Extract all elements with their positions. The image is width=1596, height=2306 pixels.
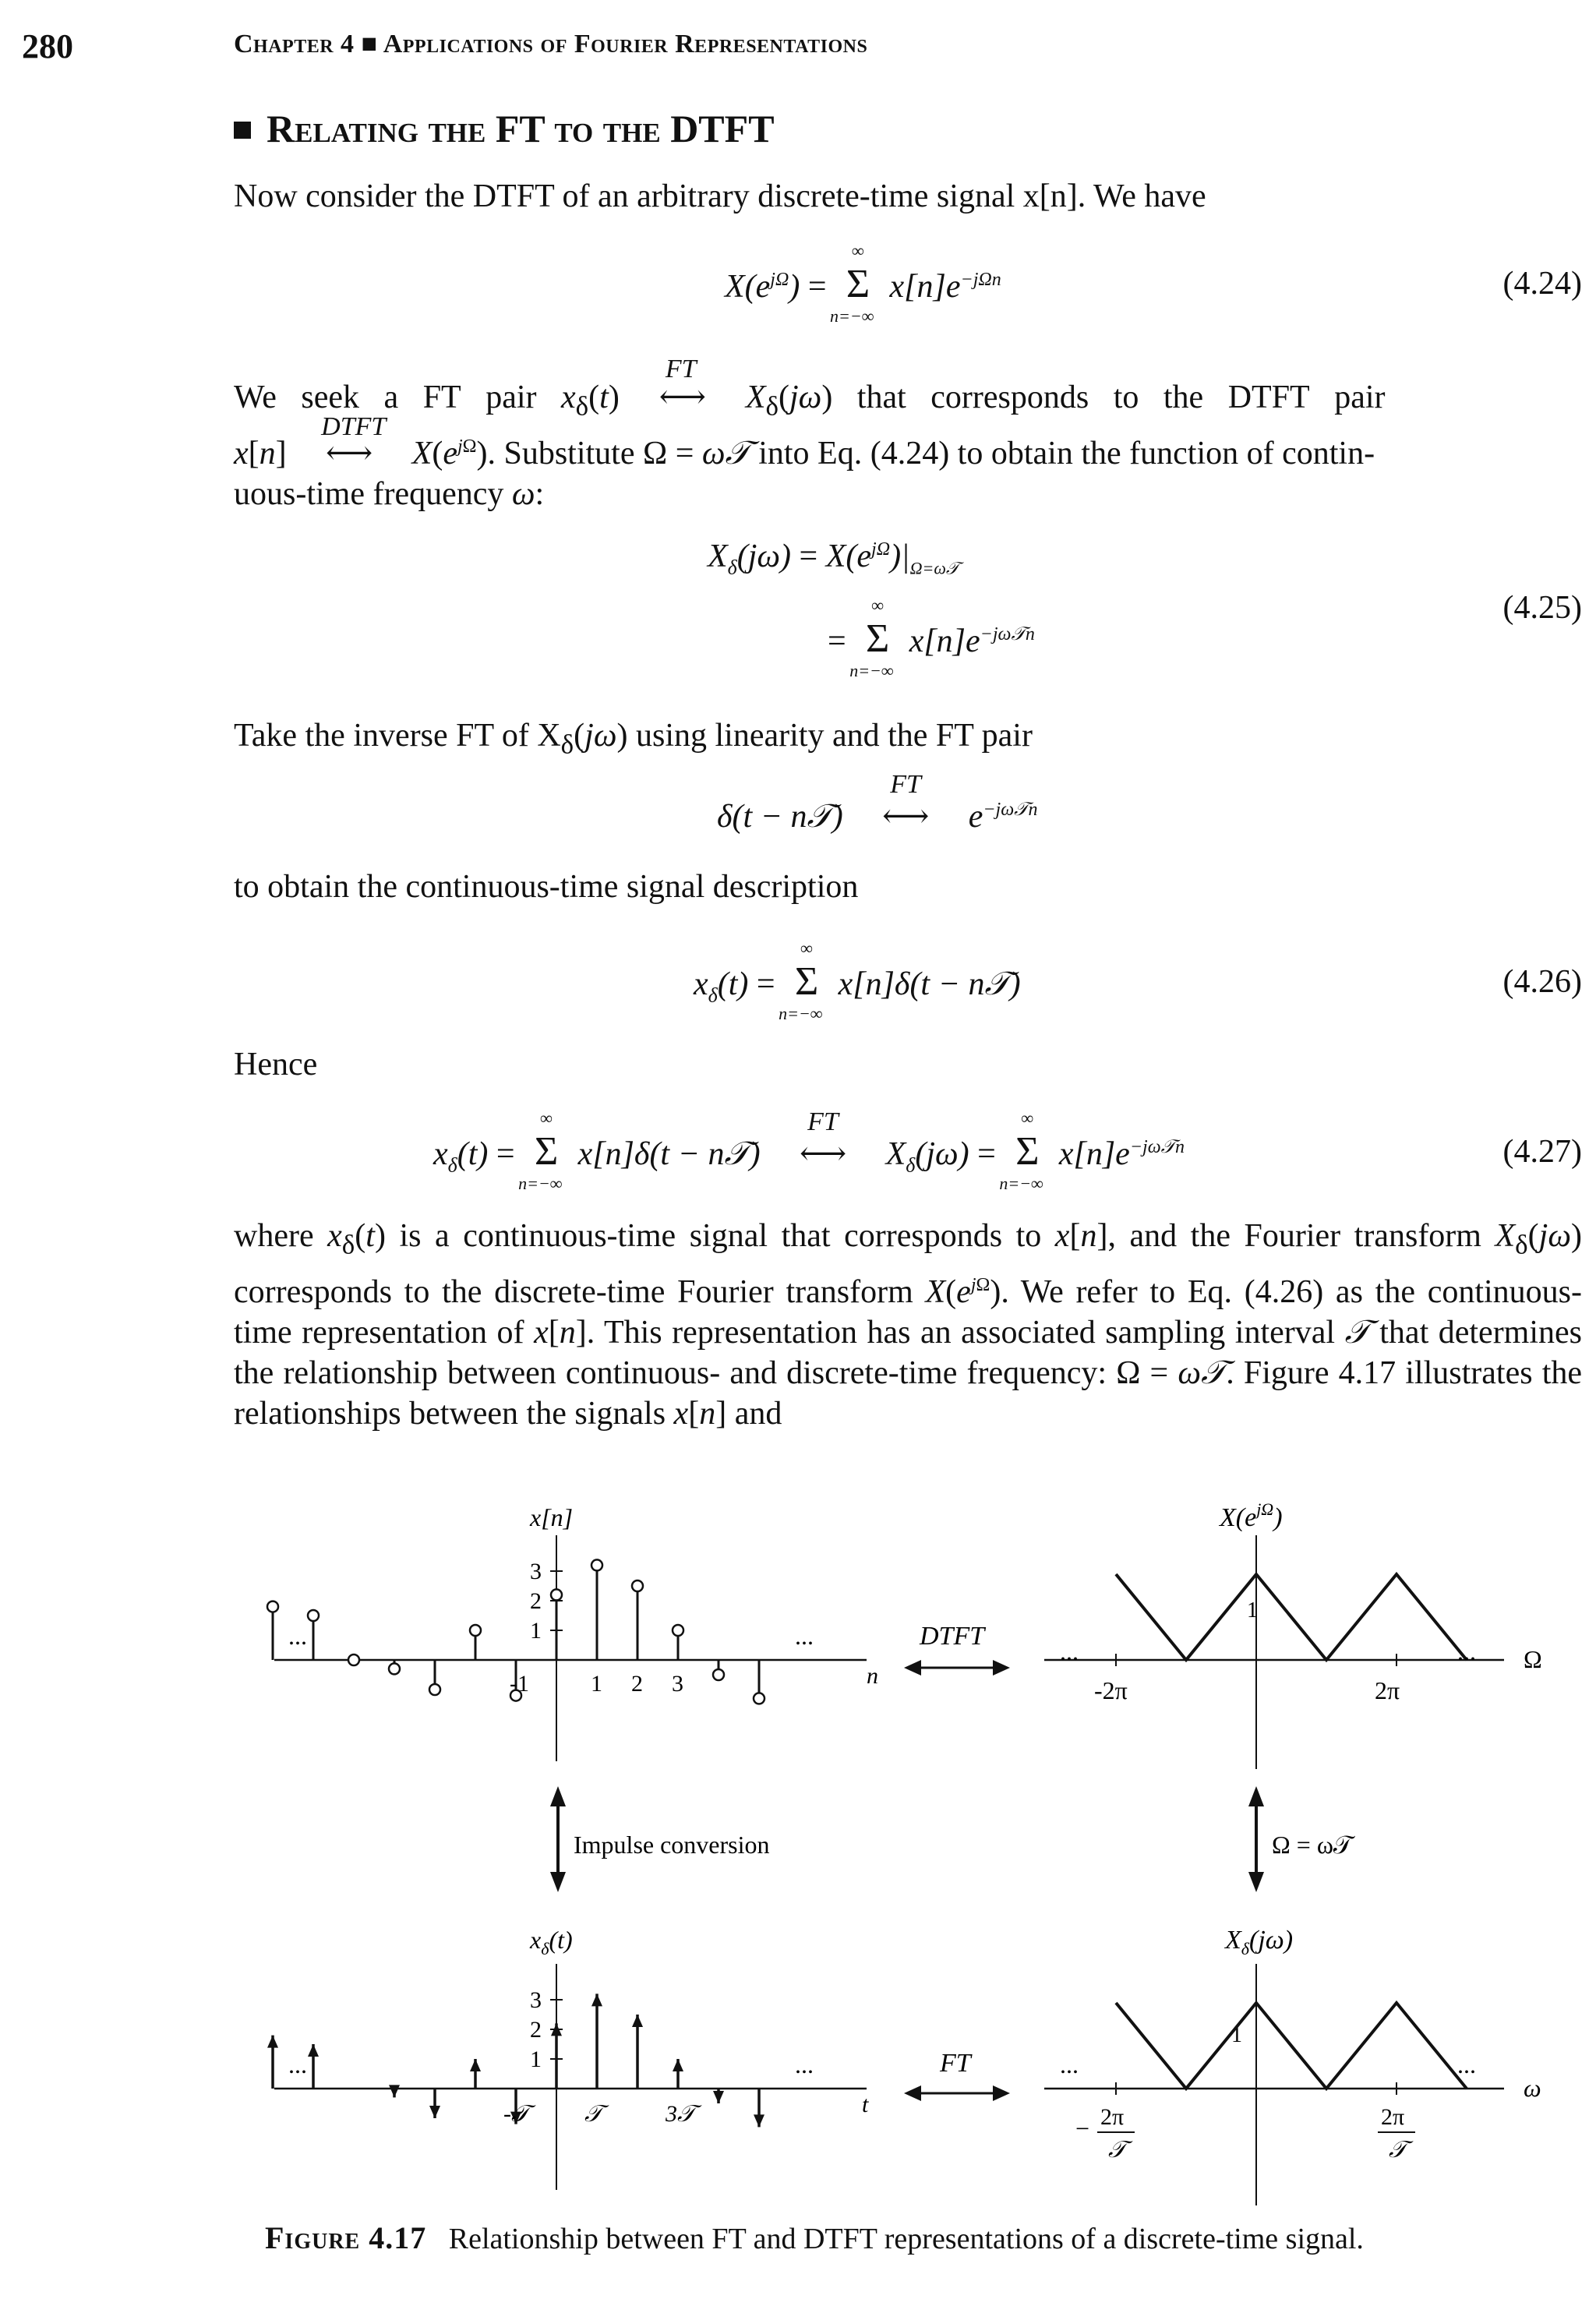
x-n-stem-head <box>470 1625 481 1636</box>
x-delta-impulse-head <box>591 1993 602 2006</box>
x-delta-xtick-label: 3𝒯 <box>666 2101 695 2127</box>
bullet-square-icon <box>234 122 251 139</box>
figure-caption <box>265 2219 1364 2256</box>
eq-number-4-24: (4.24) <box>1502 266 1582 302</box>
x-delta-xtick-label: -𝒯 <box>503 2101 529 2127</box>
dtft-triangle-wave <box>1116 1574 1467 1660</box>
x-delta-impulse-head <box>754 2114 764 2127</box>
ft-xtick-num: 2π <box>1100 2104 1125 2130</box>
eq-number-4-27: (4.27) <box>1502 1134 1582 1170</box>
x-n-stem-head <box>713 1669 724 1680</box>
x-delta-ellipsis-left: ... <box>288 2050 307 2078</box>
caption-text: Relationship between FT and DTFT representations of a discrete-time signal. <box>448 2223 1364 2255</box>
panel-ft <box>1044 1926 1541 2205</box>
x-n-stem-head <box>551 1589 562 1600</box>
dtft-xtick-label: 2π <box>1375 1676 1400 1704</box>
dtft-arrow-label: DTFT <box>920 1622 985 1651</box>
equation-4-25-line1: $X_\delta(j\omega) = X(e^{j\Omega})|_{\Omega=\omega 𝒯}$ <box>708 539 959 579</box>
x-delta-impulse-head <box>632 2015 643 2027</box>
x-n-xtick-label: -1 <box>510 1671 529 1697</box>
x-delta-impulse-head <box>470 2059 481 2071</box>
section-title <box>234 106 775 151</box>
impulse-conversion-arrow <box>550 1786 770 1892</box>
ft-axis-label: ω <box>1524 2074 1541 2102</box>
dtft-axis-label: Ω <box>1524 1645 1542 1673</box>
x-delta-ellipsis-right: ... <box>795 2050 814 2078</box>
x-n-ytick-label: 3 <box>530 1559 542 1584</box>
x-delta-impulse-head <box>267 2036 278 2048</box>
paragraph-2: We seek a FT pair $x_\delta(t)$ FT ⟷ $X_\delta(j\omega)$ that corresponds to the DTFT pair x[n] DTFT ⟷ $X(e^{j\Omega})$. Substitute Ω = ω𝒯 into Eq. (4.24) to obtain the function of contin- uous-time frequency ω: <box>234 355 1386 513</box>
x-delta-title: $x_\delta(t)$ <box>530 1926 573 1958</box>
x-delta-axis-label: t <box>862 2092 869 2117</box>
x-n-xtick-label: 3 <box>672 1671 683 1697</box>
x-n-stem-head <box>308 1610 319 1621</box>
eq-number-4-25: (4.25) <box>1502 590 1582 626</box>
equation-4-25-line2: = Σ ∞ n=−∞ $x[n]e^{-j\omega 𝒯n}$ <box>828 595 1035 680</box>
x-n-ytick-label: 2 <box>530 1588 542 1614</box>
impulse-conversion-label: Impulse conversion <box>574 1831 770 1859</box>
x-n-stem-head <box>632 1580 643 1591</box>
paragraph-4: to obtain the continuous-time signal description <box>234 869 859 905</box>
equation-4-24: $X(e^{j\Omega}) = \Sigma$ ∞ n=−∞ $x[n]e^{-j\Omega n}$ <box>725 241 1001 326</box>
running-head: Chapter 4 ■ Applications of Fourier Representations <box>234 30 868 58</box>
x-n-title: x[n] <box>530 1503 574 1531</box>
ft-triangle-wave <box>1116 2003 1467 2089</box>
ft-xtick-den: 𝒯 <box>1389 2137 1407 2163</box>
page-number: 280 <box>22 27 73 65</box>
ft-xtick-minus: − <box>1075 2114 1090 2142</box>
equation-delta-pair: δ(t − n𝒯) FT ⟷ $e^{-j\omega 𝒯n}$ <box>717 770 1038 835</box>
paragraph-6: where $x_\delta(t)$ is a continuous-time signal that corresponds to x[n], and the Fourier transform $X_\delta(j\omega)$ corresponds to the discrete-time Fourier transform $X(e^{j\Omega})$. We refer to Eq. (4.26) as the continuous-time representation of x[n]. This representation has an associated sampling interval 𝒯 that determines the relationship between continuous- and discrete-time frequency: Ω = ω𝒯. Figure 4.17 illustrates the relationships between the signals x[n] and <box>234 1218 1583 1432</box>
panel-x-delta <box>267 1926 869 2190</box>
section-title-text: Relating the FT to the DTFT <box>267 107 775 150</box>
paragraph-5: Hence <box>234 1047 318 1082</box>
x-n-stem-head <box>348 1654 359 1665</box>
ft-ellipsis-left: ... <box>1060 2050 1079 2078</box>
x-n-stem-head <box>673 1625 683 1636</box>
x-n-stem-head <box>429 1684 440 1695</box>
x-delta-impulse-head <box>308 2044 319 2057</box>
panel-dtft <box>1044 1499 1542 1769</box>
x-n-stem-head <box>754 1693 764 1704</box>
paragraph-3: Take the inverse FT of $X_\delta(j\omega)$ using linearity and the FT pair <box>234 718 1033 760</box>
ft-arrow-label: FT <box>940 2049 971 2078</box>
x-delta-impulse-head <box>429 2106 440 2118</box>
ft-xtick-num: 2π <box>1381 2104 1405 2130</box>
ft-peak-label: 1 <box>1231 2023 1242 2047</box>
omega-arrow <box>1248 1786 1356 1892</box>
x-delta-impulse-head <box>673 2059 683 2071</box>
ft-title: $X_\delta(j\omega)$ <box>1225 1926 1294 1958</box>
dtft-arrow <box>904 1622 1010 1676</box>
ft-arrow <box>904 2049 1010 2101</box>
equation-4-27: $x_\delta(t) = \Sigma$ ∞ n=−∞ x[n]δ(t − n𝒯) FT ⟷ $X_\delta(j\omega) = \Sigma$ ∞ n=−∞ $x[n]e^{-j\omega 𝒯n}$ <box>433 1107 1185 1193</box>
x-delta-ytick-label: 3 <box>530 1987 542 2013</box>
x-delta-ytick-label: 2 <box>530 2017 542 2043</box>
ft-ellipsis-right: ... <box>1457 2050 1476 2078</box>
x-delta-ytick-label: 1 <box>530 2046 542 2072</box>
x-n-stem-head <box>389 1663 400 1674</box>
ft-xtick-den: 𝒯 <box>1108 2137 1126 2163</box>
x-n-axis-label: n <box>867 1663 878 1689</box>
x-n-xtick-label: 2 <box>631 1671 643 1697</box>
caption-label: Figure 4.17 <box>265 2220 427 2255</box>
panel-x-n <box>267 1503 878 1761</box>
x-delta-impulse-head <box>713 2091 724 2103</box>
dtft-peak-label: 1 <box>1247 1598 1258 1623</box>
x-delta-xtick-label: 𝒯 <box>584 2101 602 2127</box>
x-n-stem-head <box>267 1601 278 1612</box>
eq-number-4-26: (4.26) <box>1502 964 1582 1000</box>
paragraph-1: Now consider the DTFT of an arbitrary discrete-time signal x[n]. We have <box>234 178 1206 214</box>
x-n-xtick-label: 1 <box>591 1671 602 1697</box>
x-delta-impulse-head <box>389 2085 400 2097</box>
dtft-ellipsis-left: ... <box>1060 1637 1079 1665</box>
x-n-ellipsis-right: ... <box>795 1622 814 1650</box>
dtft-title: $X(e^{j\Omega})$ <box>1220 1499 1283 1532</box>
dtft-ellipsis-right: ... <box>1457 1637 1476 1665</box>
x-n-ellipsis-left: ... <box>288 1622 307 1650</box>
x-n-ytick-label: 1 <box>530 1618 542 1644</box>
figure-4-17 <box>0 1481 1596 2213</box>
omega-arrow-label: Ω = ω𝒯 <box>1272 1831 1353 1859</box>
x-n-stem-head <box>591 1559 602 1570</box>
equation-4-26: $x_\delta(t) = \Sigma$ ∞ n=−∞ x[n]δ(t − n𝒯) <box>694 938 1021 1023</box>
dtft-xtick-label: -2π <box>1094 1676 1128 1704</box>
